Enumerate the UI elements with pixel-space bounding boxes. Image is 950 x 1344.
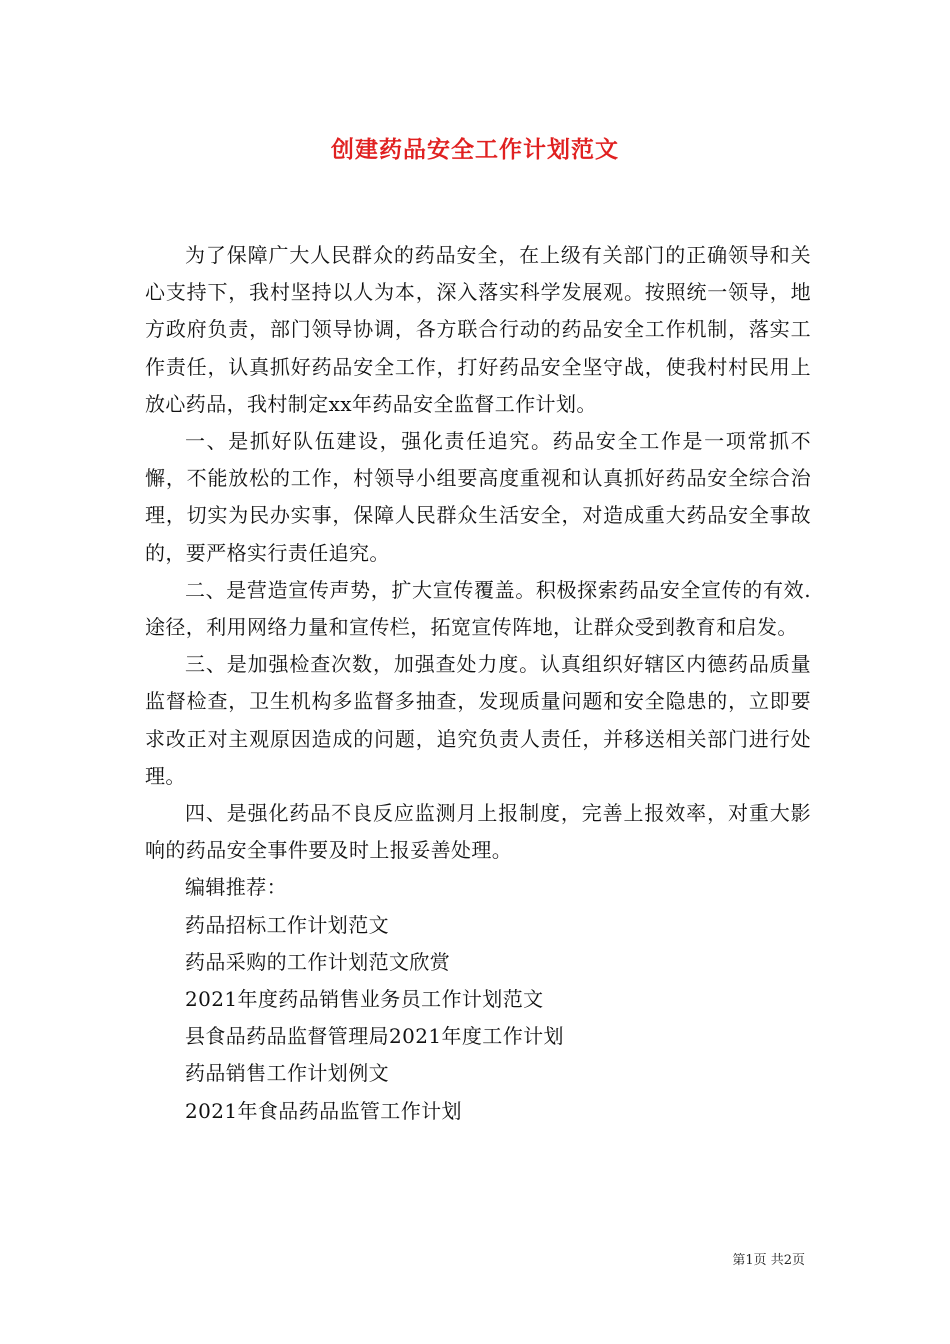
page-number-footer: 第1页 共2页 bbox=[732, 1253, 805, 1268]
document-title: 创建药品安全工作计划范文 bbox=[331, 136, 619, 163]
recommend-item[interactable]: 2021年度药品销售业务员工作计划范文 bbox=[185, 987, 544, 1012]
paragraph-4: 四、是强化药品不良反应监测月上报制度，完善上报效率，对重大影响的药品安全事件要及时上报妥善处理。 bbox=[145, 801, 811, 863]
paragraph-3: 三、是加强检查次数，加强查处力度。认真组织好辖区内德药品质量监督检查，卫生机构多监督多抽查，发现质量问题和安全隐患的，立即要求改正对主观原因造成的问题，追究负责人责任，并移送相关部门进行处理。 bbox=[145, 652, 811, 788]
paragraph-2: 二、是营造宣传声势，扩大宣传覆盖。积极探索药品安全宣传的有效.途径，利用网络力量和宣传栏，拓宽宣传阵地，让群众受到教育和启发。 bbox=[145, 577, 811, 640]
document-body bbox=[145, 237, 811, 1130]
recommend-item[interactable]: 2021年食品药品监管工作计划 bbox=[185, 1098, 462, 1123]
recommend-item[interactable]: 药品采购的工作计划范文欣赏 bbox=[185, 949, 451, 974]
recommend-item[interactable]: 县食品药品监督管理局2021年度工作计划 bbox=[185, 1024, 564, 1049]
recommend-item[interactable]: 药品销售工作计划例文 bbox=[185, 1061, 389, 1086]
recommend-heading: 编辑推荐： bbox=[185, 875, 287, 900]
paragraph-intro: 为了保障广大人民群众的药品安全，在上级有关部门的正确领导和关心支持下，我村坚持以人为本，深入落实科学发展观。按照统一领导，地方政府负责，部门领导协调，各方联合行动的药品安全工作机制，落实工作责任，认真抓好药品安全工作，打好药品安全坚守战，使我村村民用上放心药品，我村制定xx年药品安全监督工作计划。 bbox=[145, 243, 811, 416]
paragraph-1: 一、是抓好队伍建设，强化责任追究。药品安全工作是一项常抓不懈，不能放松的工作，村领导小组要高度重视和认真抓好药品安全综合治理，切实为民办实事，保障人民群众生活安全，对造成重大药品安全事故的，要严格实行责任追究。 bbox=[145, 429, 811, 565]
recommend-item[interactable]: 药品招标工作计划范文 bbox=[185, 912, 389, 937]
